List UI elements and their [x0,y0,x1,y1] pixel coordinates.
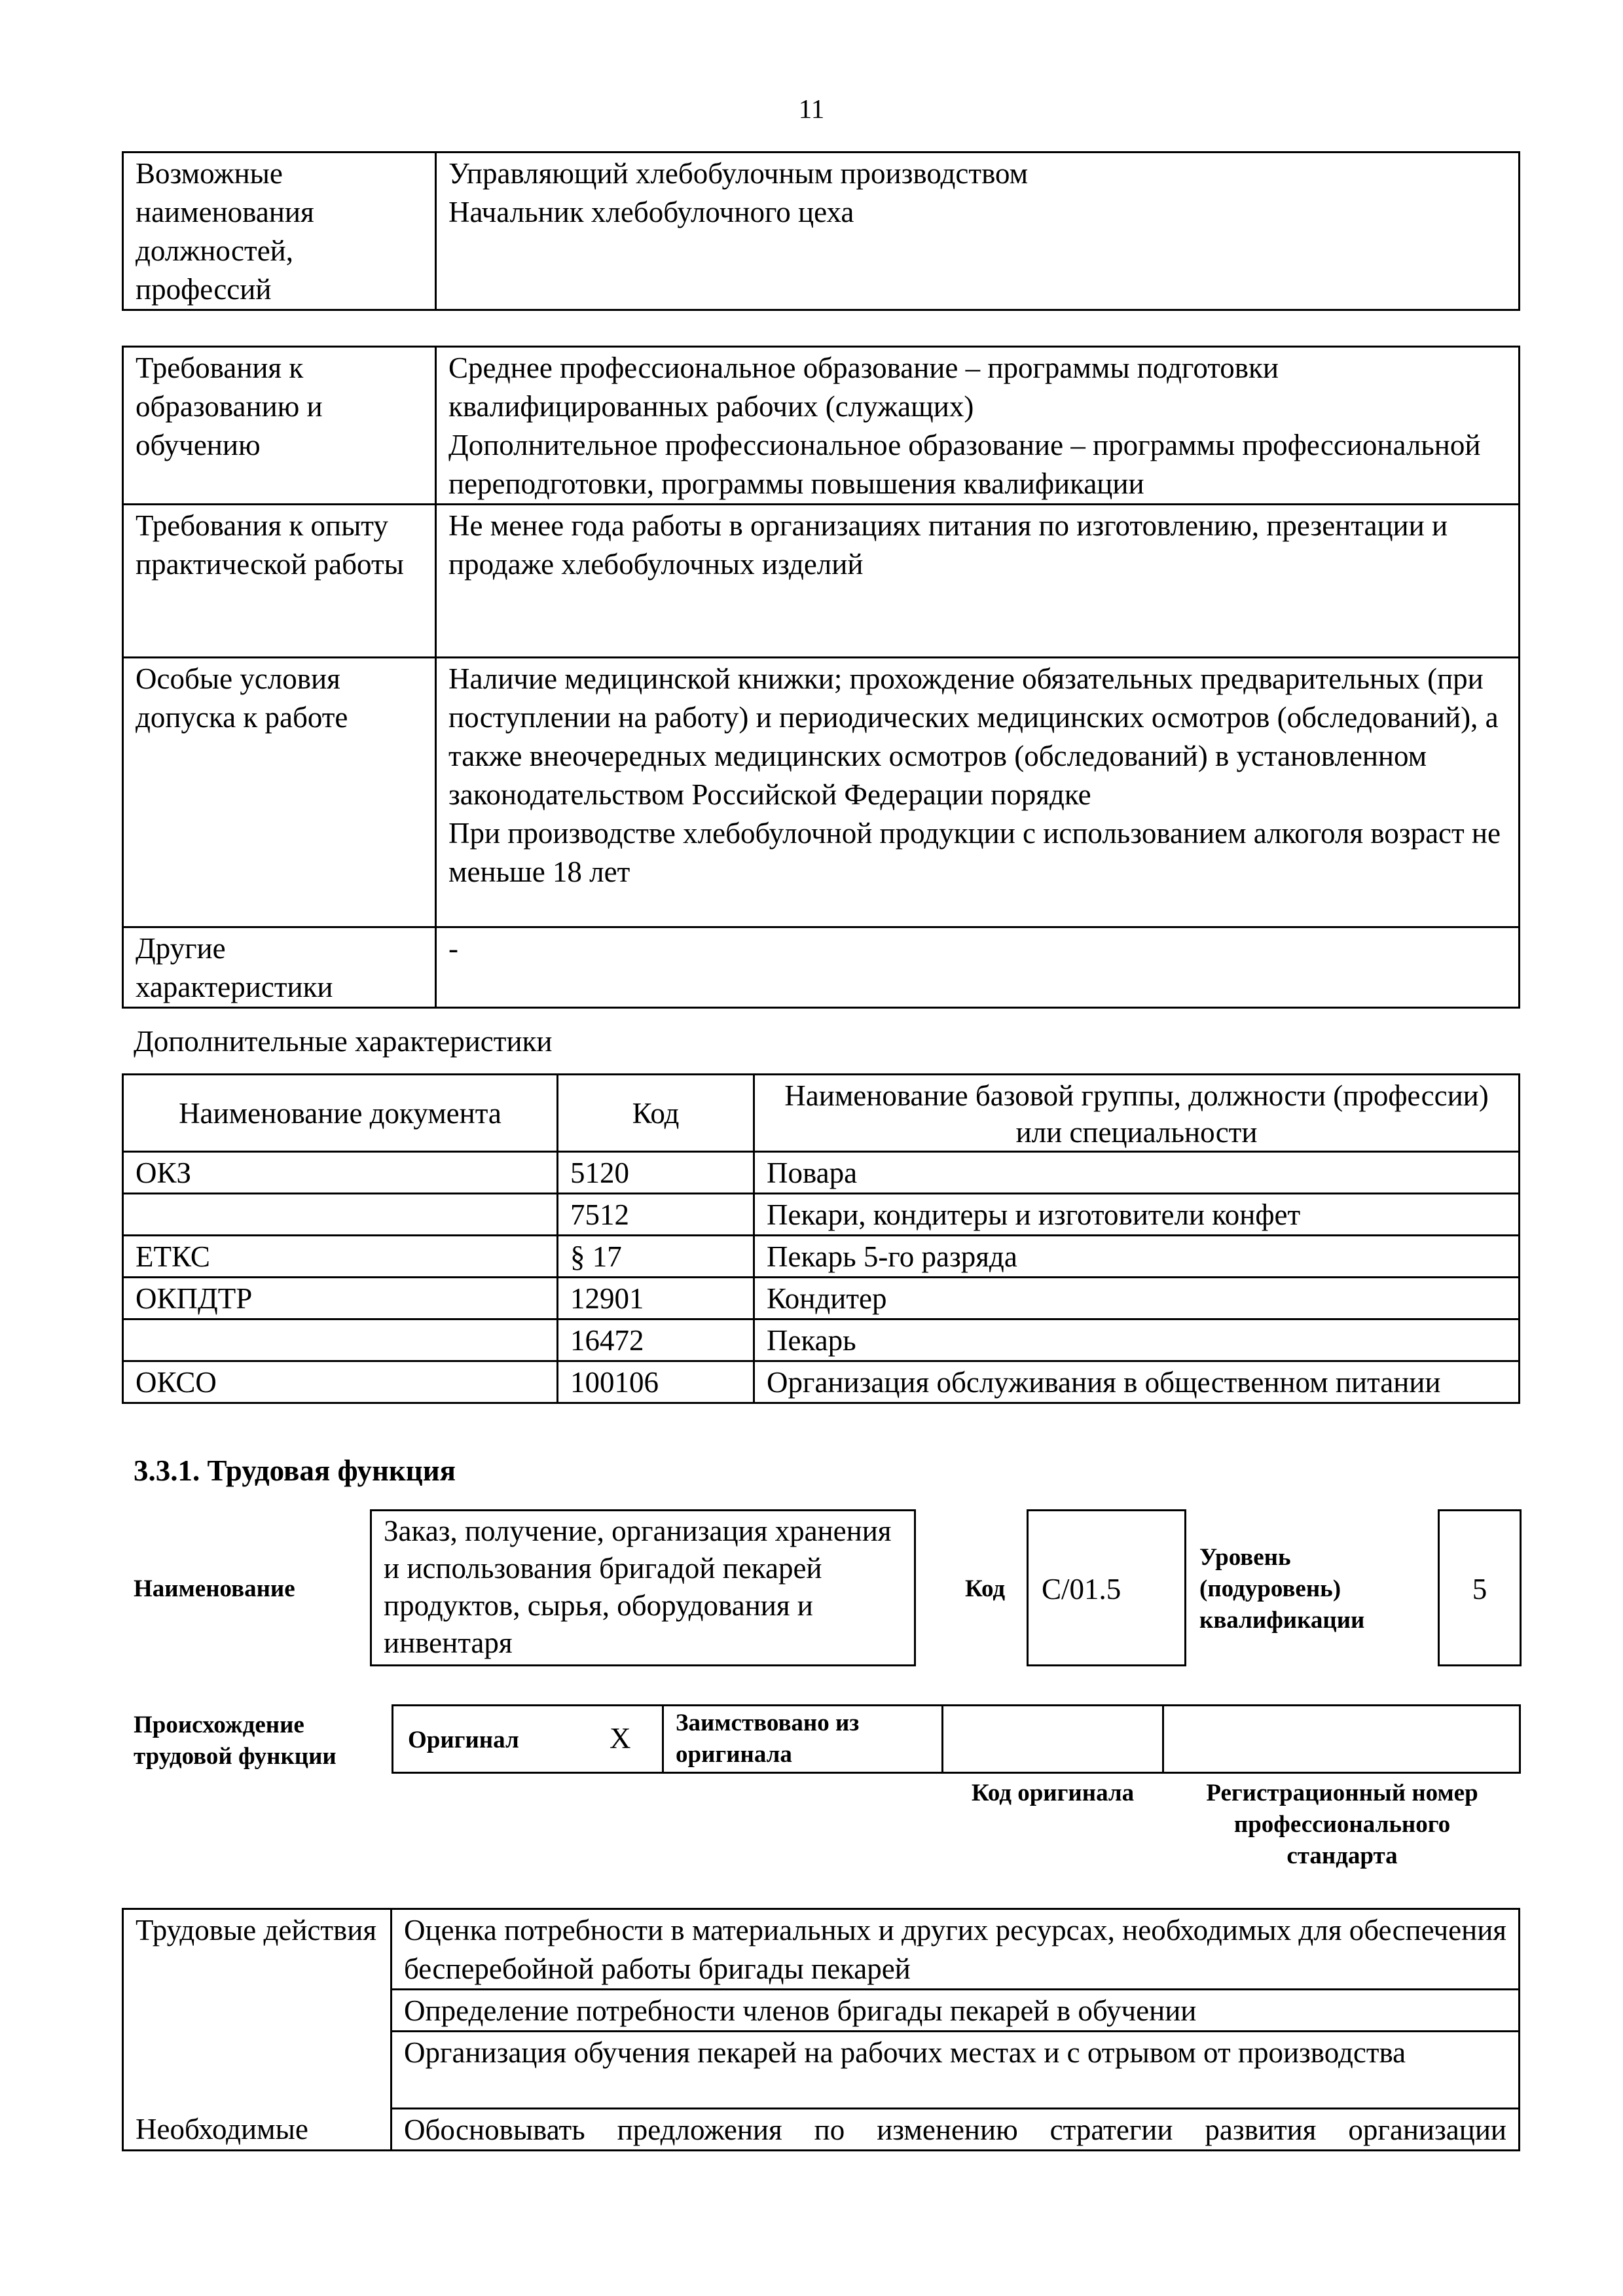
requirement-row-conditions [123,658,1520,927]
position-item: Управляющий хлебобулочным производством [448,157,1029,190]
origin-original-cell [392,1704,664,1774]
row-document: ОКПДТР [123,1278,558,1319]
requirement-row-other [123,927,1520,1008]
row-code: 7512 [558,1194,754,1236]
requirement-values [436,927,1520,1008]
requirement-label: Требования к опыту практической работы [123,505,436,658]
requirements-table [122,346,1520,1009]
requirement-label: Другие характеристики [123,927,436,1008]
requirement-item: Среднее профессиональное образование – программы подготовки квалифицированных рабочих (служащих) [448,351,1279,423]
row-document: ОКСО [123,1361,558,1403]
row-code: 100106 [558,1361,754,1403]
row-code: 5120 [558,1152,754,1194]
action-row [123,1909,1520,1990]
function-code-value: C/01.5 [1042,1573,1122,1605]
header-code: Код [558,1075,754,1152]
table-row [123,1194,1520,1236]
row-name: Пекарь 5-го разряда [754,1236,1520,1278]
requirement-item: Наличие медицинской книжки; прохождение обязательных предварительных (при поступлении на работу) и периодических медицинских осмотров (обследований), а также внеочередных медицинских осмотров (обследований) в установленном законодательством Российской Федерации порядке [448,662,1499,811]
original-label: Оригинал [408,1727,519,1753]
table-row [123,1152,1520,1194]
requirement-item: - [448,932,458,965]
borrowed-label: Заимствовано из оригинала [676,1710,860,1768]
row-name: Повара [754,1152,1520,1194]
skills-label: Необходимые [123,2109,392,2151]
row-name: Пекари, кондитеры и изготовители конфет [754,1194,1520,1236]
function-level-value: 5 [1472,1573,1487,1605]
skill-item: Обосновывать предложения по изменению стратегии развития организации [392,2109,1520,2151]
reg-number-caption: Регистрационный номер профессионального стандарта [1206,1780,1478,1869]
requirement-item: Не менее года работы в организациях питания по изготовлению, презентации и продаже хлебобулочных изделий [448,509,1448,581]
table-row [123,1236,1520,1278]
header-group: Наименование базовой группы, должности (профессии) или специальности [754,1075,1520,1152]
row-document [123,1194,558,1236]
skills-row [123,2109,1520,2151]
table-row [123,1319,1520,1361]
table-row [123,1361,1520,1403]
action-item: Организация обучения пекарей на рабочих местах и с отрывом от производства [392,2032,1520,2109]
function-code-box [1027,1509,1186,1666]
row-document: ОКЗ [123,1152,558,1194]
requirement-label: Особые условия допуска к работе [123,658,436,927]
positions-values [436,152,1520,310]
positions-table [122,151,1520,311]
actions-table [122,1908,1520,2151]
additional-table [122,1073,1520,1404]
function-name-label: Наименование [134,1575,295,1602]
action-item: Оценка потребности в материальных и других ресурсах, необходимых для обеспечения бесперебойной работы бригады пекарей [392,1909,1520,1990]
positions-row [123,152,1520,310]
requirement-item: Дополнительное профессиональное образование – программы профессиональной переподготовки, программы повышения квалификации [448,429,1481,500]
function-name-box [370,1509,916,1666]
row-document [123,1319,558,1361]
action-item: Определение потребности членов бригады пекарей в обучении [392,1990,1520,2032]
origin-code-cell [941,1704,1164,1774]
actions-label: Трудовые действия [123,1909,392,2109]
origin-reg-cell [1162,1704,1521,1774]
function-code-label: Код [965,1575,1006,1602]
row-code: 16472 [558,1319,754,1361]
row-name: Пекарь [754,1319,1520,1361]
additional-title: Дополнительные характеристики [134,1025,553,1058]
code-original-caption: Код оригинала [971,1780,1135,1806]
function-level-label: Уровень (подуровень) квалификации [1199,1544,1365,1634]
function-name-value: Заказ, получение, организация хранения и использования бригадой пекарей продуктов, сырья, оборудования и инвентаря [384,1515,892,1659]
origin-borrowed-cell [662,1704,943,1774]
header-document: Наименование документа [123,1075,558,1152]
function-level-box [1438,1509,1522,1666]
row-name: Организация обслуживания в общественном питании [754,1361,1520,1403]
function-heading: 3.3.1. Трудовая функция [134,1454,456,1487]
row-code: 12901 [558,1278,754,1319]
row-name: Кондитер [754,1278,1520,1319]
requirement-row-education [123,347,1520,505]
requirement-values [436,505,1520,658]
requirement-values [436,658,1520,927]
origin-label: Происхождение трудовой функции [134,1712,337,1770]
position-item: Начальник хлебобулочного цеха [448,196,854,228]
table-row [123,1278,1520,1319]
row-document: ЕТКС [123,1236,558,1278]
original-mark: X [610,1722,631,1755]
page-number: 11 [798,94,825,124]
requirement-values [436,347,1520,505]
positions-label: Возможные наименования должностей, профессий [123,152,436,310]
row-code: § 17 [558,1236,754,1278]
requirement-item: При производстве хлебобулочной продукции с использованием алкоголя возраст не меньше 18 лет [448,817,1501,888]
requirement-row-experience [123,505,1520,658]
requirement-label: Требования к образованию и обучению [123,347,436,505]
additional-header-row [123,1075,1520,1152]
